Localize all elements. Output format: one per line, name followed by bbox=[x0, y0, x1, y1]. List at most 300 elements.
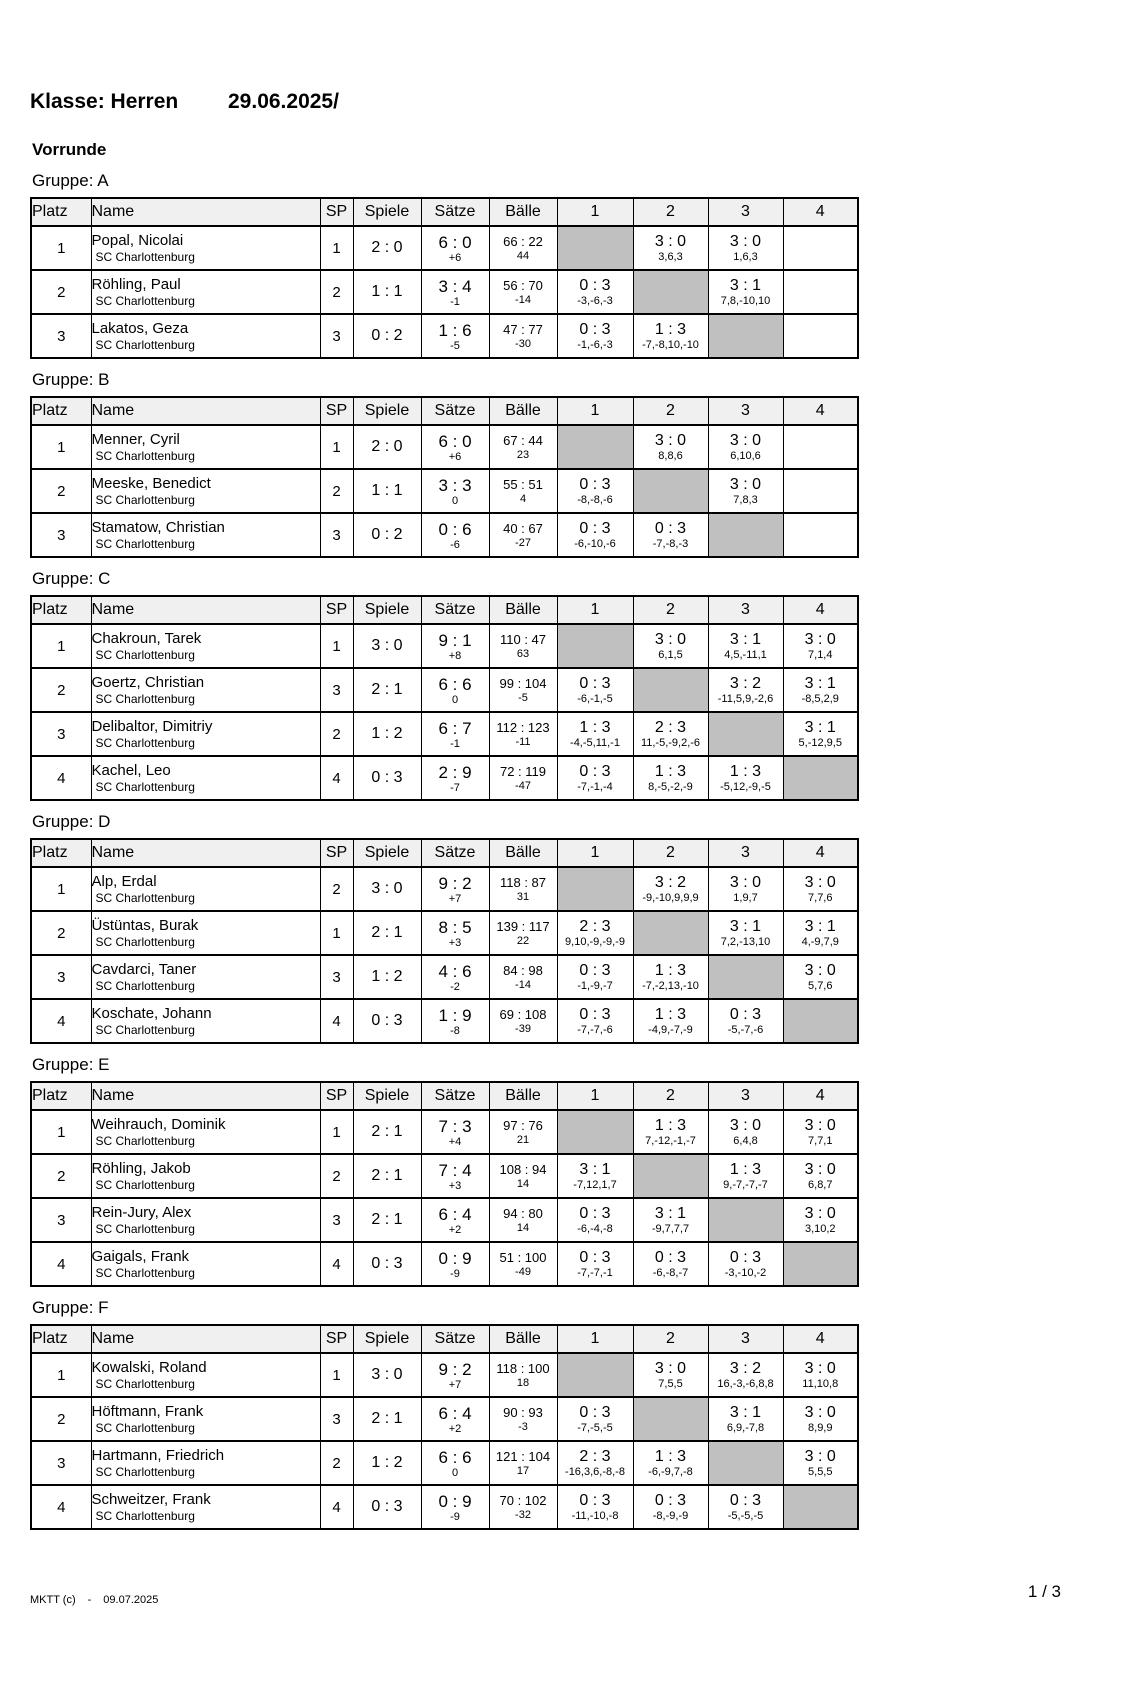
match-score: 3 : 0 bbox=[804, 1448, 836, 1465]
balls-cell bbox=[489, 712, 557, 756]
sets-diff: -7 bbox=[450, 781, 460, 794]
match-points: 8,-5,-2,-9 bbox=[648, 781, 693, 793]
match-result-cell bbox=[557, 1485, 633, 1529]
balls-cell bbox=[489, 668, 557, 712]
match-score: 0 : 3 bbox=[729, 1249, 762, 1266]
games-cell: 0 : 3 bbox=[353, 1485, 421, 1529]
balls-cell bbox=[489, 1441, 557, 1485]
balls-diff: -11 bbox=[515, 736, 531, 748]
column-header: Spiele bbox=[353, 397, 421, 425]
diagonal-cell bbox=[557, 425, 633, 469]
games-cell: 2 : 1 bbox=[353, 1154, 421, 1198]
footer-app-name: MKTT (c) bbox=[30, 1594, 76, 1606]
match-points: -4,9,-7,-9 bbox=[648, 1024, 693, 1036]
sets-cell bbox=[421, 1353, 489, 1397]
match-result-cell bbox=[708, 270, 783, 314]
player-club: SC Charlottenburg bbox=[95, 449, 195, 463]
sp-cell: 3 bbox=[320, 314, 353, 358]
table-row bbox=[31, 911, 858, 955]
group-table bbox=[30, 1324, 859, 1530]
sets-score: 6 : 4 bbox=[438, 1204, 472, 1224]
balls-diff: 4 bbox=[519, 493, 527, 505]
games-cell: 0 : 2 bbox=[353, 513, 421, 557]
rank-cell: 1 bbox=[31, 867, 91, 911]
match-points: 7,7,1 bbox=[808, 1135, 833, 1147]
match-score: 3 : 0 bbox=[804, 631, 836, 648]
table-row bbox=[31, 425, 858, 469]
match-score: 3 : 0 bbox=[654, 1360, 687, 1377]
match-result-cell bbox=[633, 513, 708, 557]
player-club: SC Charlottenburg bbox=[95, 1509, 195, 1523]
match-result-cell bbox=[633, 1110, 708, 1154]
diagonal-cell bbox=[783, 1485, 858, 1529]
balls-score: 55 : 51 bbox=[503, 477, 543, 492]
group-label: Gruppe: C bbox=[32, 569, 111, 588]
match-result-cell bbox=[557, 1397, 633, 1441]
column-header: 3 bbox=[708, 1082, 783, 1110]
match-result-cell bbox=[557, 469, 633, 513]
column-header: 3 bbox=[708, 1325, 783, 1353]
games-cell: 0 : 3 bbox=[353, 999, 421, 1043]
column-header: 4 bbox=[783, 198, 858, 226]
balls-score: 139 : 117 bbox=[496, 919, 550, 934]
sets-score: 6 : 6 bbox=[438, 1447, 472, 1467]
player-club: SC Charlottenburg bbox=[95, 338, 195, 352]
column-header: SP bbox=[320, 596, 353, 624]
sets-cell bbox=[421, 226, 489, 270]
match-result-cell bbox=[783, 1198, 858, 1242]
player-cell bbox=[91, 911, 320, 955]
column-header: Bälle bbox=[489, 596, 557, 624]
match-points: -7,12,1,7 bbox=[573, 1179, 617, 1191]
sets-score: 3 : 4 bbox=[438, 276, 472, 296]
match-points: -8,-8,-6 bbox=[577, 494, 613, 506]
player-club: SC Charlottenburg bbox=[95, 1134, 195, 1148]
sets-diff: +2 bbox=[448, 1223, 462, 1236]
match-score: 0 : 3 bbox=[579, 1404, 611, 1421]
balls-diff: 17 bbox=[516, 1465, 530, 1477]
column-header: 3 bbox=[708, 596, 783, 624]
column-header: 2 bbox=[633, 1325, 708, 1353]
player-club: SC Charlottenburg bbox=[95, 1421, 195, 1435]
match-result-cell bbox=[557, 712, 633, 756]
footer-left bbox=[30, 1594, 170, 1606]
table-row bbox=[31, 270, 858, 314]
rank-cell: 2 bbox=[31, 1154, 91, 1198]
player-cell bbox=[91, 1110, 320, 1154]
match-points: 6,9,-7,8 bbox=[726, 1422, 765, 1434]
table-row bbox=[31, 712, 858, 756]
games-cell: 2 : 0 bbox=[353, 425, 421, 469]
games-cell: 3 : 0 bbox=[353, 867, 421, 911]
balls-cell bbox=[489, 1397, 557, 1441]
balls-cell bbox=[489, 867, 557, 911]
player-name: Alp, Erdal bbox=[91, 873, 157, 890]
match-score: 1 : 3 bbox=[579, 719, 611, 736]
games-cell: 1 : 2 bbox=[353, 712, 421, 756]
match-result-cell bbox=[557, 1154, 633, 1198]
diagonal-cell bbox=[557, 1353, 633, 1397]
match-result-cell bbox=[633, 1242, 708, 1286]
player-cell bbox=[91, 314, 320, 358]
match-result-cell bbox=[633, 226, 708, 270]
group-label: Gruppe: D bbox=[32, 812, 111, 831]
balls-score: 56 : 70 bbox=[503, 278, 543, 293]
balls-cell bbox=[489, 270, 557, 314]
rank-cell: 3 bbox=[31, 513, 91, 557]
match-points: 11,10,8 bbox=[802, 1378, 839, 1390]
match-score: 3 : 1 bbox=[729, 1404, 762, 1421]
table-header-row bbox=[31, 839, 858, 867]
match-result-cell bbox=[633, 756, 708, 800]
rank-cell: 2 bbox=[31, 668, 91, 712]
match-result-cell bbox=[557, 756, 633, 800]
balls-score: 108 : 94 bbox=[499, 1162, 547, 1177]
balls-score: 99 : 104 bbox=[499, 676, 547, 691]
table-row bbox=[31, 1110, 858, 1154]
match-result-cell bbox=[708, 469, 783, 513]
sets-diff: -2 bbox=[450, 980, 460, 993]
group-section bbox=[30, 1298, 862, 1530]
rank-cell: 1 bbox=[31, 1110, 91, 1154]
empty-result-cell bbox=[783, 270, 858, 314]
player-cell bbox=[91, 270, 320, 314]
sets-cell bbox=[421, 668, 489, 712]
rank-cell: 3 bbox=[31, 712, 91, 756]
match-result-cell bbox=[633, 867, 708, 911]
balls-score: 67 : 44 bbox=[503, 433, 543, 448]
match-points: 4,-9,7,9 bbox=[801, 936, 839, 948]
match-points: 7,-12,-1,-7 bbox=[645, 1135, 696, 1147]
match-score: 0 : 3 bbox=[579, 1205, 611, 1222]
match-points: -6,-10,-6 bbox=[574, 538, 616, 550]
sets-score: 1 : 6 bbox=[438, 320, 472, 340]
balls-score: 47 : 77 bbox=[503, 322, 543, 337]
sp-cell: 1 bbox=[320, 1353, 353, 1397]
column-header: SP bbox=[320, 839, 353, 867]
games-cell: 0 : 3 bbox=[353, 756, 421, 800]
sp-cell: 1 bbox=[320, 911, 353, 955]
column-header: 1 bbox=[557, 397, 633, 425]
match-score: 0 : 3 bbox=[654, 1492, 687, 1509]
table-row bbox=[31, 1154, 858, 1198]
sets-score: 2 : 9 bbox=[438, 762, 472, 782]
match-points: -6,-8,-7 bbox=[652, 1267, 689, 1279]
match-points: -11,-10,-8 bbox=[571, 1510, 619, 1522]
group-section bbox=[30, 1055, 862, 1287]
match-score: 3 : 1 bbox=[654, 1205, 687, 1222]
rank-cell: 3 bbox=[31, 1198, 91, 1242]
match-points: 6,4,8 bbox=[733, 1135, 758, 1147]
player-name: Koschate, Johann bbox=[91, 1005, 212, 1022]
sp-cell: 2 bbox=[320, 270, 353, 314]
player-club: SC Charlottenburg bbox=[95, 648, 195, 662]
table-row bbox=[31, 867, 858, 911]
diagonal-cell bbox=[633, 469, 708, 513]
match-score: 3 : 1 bbox=[729, 631, 762, 648]
group-table bbox=[30, 197, 859, 359]
column-header: 2 bbox=[633, 198, 708, 226]
balls-score: 94 : 80 bbox=[503, 1206, 543, 1221]
column-header: Bälle bbox=[489, 397, 557, 425]
rank-cell: 1 bbox=[31, 624, 91, 668]
table-header-row bbox=[31, 397, 858, 425]
sets-score: 6 : 0 bbox=[438, 431, 472, 451]
table-row bbox=[31, 999, 858, 1043]
match-score: 1 : 3 bbox=[729, 763, 762, 780]
match-result-cell bbox=[783, 867, 858, 911]
player-club: SC Charlottenburg bbox=[95, 1377, 195, 1391]
balls-score: 70 : 102 bbox=[499, 1493, 547, 1508]
column-header: 3 bbox=[708, 397, 783, 425]
diagonal-cell bbox=[783, 756, 858, 800]
balls-diff: 14 bbox=[516, 1178, 530, 1190]
sets-diff: +2 bbox=[448, 1422, 462, 1435]
table-header-row bbox=[31, 596, 858, 624]
match-result-cell bbox=[708, 1485, 783, 1529]
column-header: Bälle bbox=[489, 1082, 557, 1110]
sp-cell: 1 bbox=[320, 1110, 353, 1154]
match-points: -7,-5,-5 bbox=[577, 1422, 613, 1434]
balls-cell bbox=[489, 1353, 557, 1397]
sets-score: 6 : 4 bbox=[438, 1403, 472, 1423]
match-points: -5,12,-9,-5 bbox=[720, 781, 771, 793]
sets-cell bbox=[421, 1154, 489, 1198]
column-header: 1 bbox=[557, 596, 633, 624]
balls-diff: -49 bbox=[515, 1266, 531, 1278]
match-points: -6,-1,-5 bbox=[577, 693, 613, 705]
match-result-cell bbox=[557, 270, 633, 314]
player-club: SC Charlottenburg bbox=[95, 493, 195, 507]
balls-diff: -39 bbox=[515, 1023, 531, 1035]
match-result-cell bbox=[557, 668, 633, 712]
match-points: -7,-1,-4 bbox=[577, 781, 613, 793]
balls-cell bbox=[489, 955, 557, 999]
match-score: 2 : 3 bbox=[654, 719, 687, 736]
column-header: 1 bbox=[557, 198, 633, 226]
table-header-row bbox=[31, 198, 858, 226]
sets-cell bbox=[421, 911, 489, 955]
sets-score: 6 : 7 bbox=[438, 718, 472, 738]
match-result-cell bbox=[708, 1154, 783, 1198]
match-score: 0 : 3 bbox=[579, 1492, 611, 1509]
match-result-cell bbox=[783, 624, 858, 668]
column-header: 1 bbox=[557, 1082, 633, 1110]
group-section bbox=[30, 812, 862, 1044]
sp-cell: 3 bbox=[320, 1198, 353, 1242]
table-row bbox=[31, 756, 858, 800]
player-name: Röhling, Paul bbox=[91, 276, 181, 293]
empty-result-cell bbox=[783, 469, 858, 513]
diagonal-cell bbox=[708, 513, 783, 557]
match-score: 3 : 1 bbox=[729, 918, 762, 935]
balls-score: 118 : 87 bbox=[499, 875, 547, 890]
games-cell: 3 : 0 bbox=[353, 624, 421, 668]
table-row bbox=[31, 955, 858, 999]
column-header: Bälle bbox=[489, 839, 557, 867]
sp-cell: 4 bbox=[320, 999, 353, 1043]
sp-cell: 3 bbox=[320, 513, 353, 557]
player-name: Kachel, Leo bbox=[91, 762, 171, 779]
match-points: 8,8,6 bbox=[658, 450, 683, 462]
match-score: 3 : 0 bbox=[804, 1117, 836, 1134]
column-header: Sätze bbox=[421, 1325, 489, 1353]
sets-diff: 0 bbox=[451, 494, 459, 507]
match-points: 1,9,7 bbox=[733, 892, 758, 904]
balls-score: 121 : 104 bbox=[495, 1449, 551, 1464]
table-row bbox=[31, 1198, 858, 1242]
match-result-cell bbox=[783, 1110, 858, 1154]
column-header: 2 bbox=[633, 839, 708, 867]
rank-cell: 4 bbox=[31, 1485, 91, 1529]
balls-diff: 14 bbox=[516, 1222, 530, 1234]
player-cell bbox=[91, 425, 320, 469]
match-score: 3 : 0 bbox=[654, 233, 687, 250]
player-cell bbox=[91, 999, 320, 1043]
table-row bbox=[31, 1485, 858, 1529]
match-points: -3,-6,-3 bbox=[577, 295, 613, 307]
column-header: 4 bbox=[783, 1082, 858, 1110]
column-header: Name bbox=[91, 596, 320, 624]
match-points: 3,6,3 bbox=[658, 251, 683, 263]
column-header: Platz bbox=[31, 198, 91, 226]
match-result-cell bbox=[557, 1441, 633, 1485]
balls-diff: -3 bbox=[518, 1421, 528, 1433]
column-header: Name bbox=[91, 1325, 320, 1353]
match-points: 8,9,9 bbox=[808, 1422, 833, 1434]
match-score: 0 : 3 bbox=[579, 277, 611, 294]
table-row bbox=[31, 469, 858, 513]
column-header: 1 bbox=[557, 839, 633, 867]
player-club: SC Charlottenburg bbox=[95, 1023, 195, 1037]
rank-cell: 2 bbox=[31, 469, 91, 513]
match-score: 3 : 2 bbox=[654, 874, 687, 891]
games-cell: 2 : 1 bbox=[353, 1110, 421, 1154]
match-points: 9,-7,-7,-7 bbox=[723, 1179, 768, 1191]
sets-diff: +8 bbox=[448, 649, 462, 662]
match-score: 3 : 0 bbox=[654, 631, 687, 648]
match-score: 0 : 3 bbox=[579, 520, 611, 537]
match-result-cell bbox=[708, 668, 783, 712]
diagonal-cell bbox=[633, 911, 708, 955]
balls-diff: 18 bbox=[516, 1377, 530, 1389]
rank-cell: 1 bbox=[31, 1353, 91, 1397]
player-cell bbox=[91, 867, 320, 911]
balls-diff: 21 bbox=[516, 1134, 530, 1146]
diagonal-cell bbox=[557, 226, 633, 270]
balls-diff: -30 bbox=[515, 338, 531, 350]
player-cell bbox=[91, 1397, 320, 1441]
sets-score: 9 : 2 bbox=[438, 1359, 472, 1379]
match-result-cell bbox=[633, 1353, 708, 1397]
games-cell: 2 : 1 bbox=[353, 911, 421, 955]
balls-score: 72 : 119 bbox=[499, 764, 547, 779]
column-header: 4 bbox=[783, 839, 858, 867]
sets-cell bbox=[421, 999, 489, 1043]
sp-cell: 4 bbox=[320, 1485, 353, 1529]
games-cell: 2 : 1 bbox=[353, 1397, 421, 1441]
column-header: Name bbox=[91, 839, 320, 867]
player-name: Lakatos, Geza bbox=[91, 320, 189, 337]
match-score: 0 : 3 bbox=[579, 1249, 611, 1266]
balls-cell bbox=[489, 425, 557, 469]
match-score: 3 : 2 bbox=[729, 1360, 762, 1377]
match-result-cell bbox=[557, 1198, 633, 1242]
diagonal-cell bbox=[633, 668, 708, 712]
balls-score: 40 : 67 bbox=[503, 521, 543, 536]
match-points: 7,2,-13,10 bbox=[720, 936, 771, 948]
match-points: 5,5,5 bbox=[808, 1466, 833, 1478]
balls-score: 51 : 100 bbox=[499, 1250, 547, 1265]
sets-diff: -1 bbox=[450, 295, 460, 308]
rank-cell: 1 bbox=[31, 425, 91, 469]
player-name: Rein-Jury, Alex bbox=[91, 1204, 192, 1221]
rank-cell: 2 bbox=[31, 911, 91, 955]
balls-cell bbox=[489, 756, 557, 800]
match-score: 3 : 1 bbox=[804, 918, 836, 935]
balls-diff: 23 bbox=[516, 449, 530, 461]
match-score: 0 : 3 bbox=[579, 321, 611, 338]
match-score: 0 : 3 bbox=[579, 962, 611, 979]
empty-result-cell bbox=[783, 226, 858, 270]
balls-cell bbox=[489, 1198, 557, 1242]
group-table bbox=[30, 396, 859, 558]
sp-cell: 3 bbox=[320, 1397, 353, 1441]
match-score: 3 : 0 bbox=[804, 1360, 836, 1377]
player-cell bbox=[91, 712, 320, 756]
player-club: SC Charlottenburg bbox=[95, 1178, 195, 1192]
match-points: 5,7,6 bbox=[808, 980, 833, 992]
match-points: -1,-9,-7 bbox=[577, 980, 613, 992]
sets-score: 7 : 3 bbox=[438, 1116, 472, 1136]
match-points: -7,-8,-3 bbox=[652, 538, 689, 550]
player-club: SC Charlottenburg bbox=[95, 1266, 195, 1280]
empty-result-cell bbox=[783, 513, 858, 557]
match-points: 7,7,6 bbox=[808, 892, 833, 904]
match-score: 3 : 0 bbox=[804, 962, 836, 979]
table-row bbox=[31, 668, 858, 712]
column-header: Name bbox=[91, 397, 320, 425]
match-result-cell bbox=[557, 314, 633, 358]
match-points: 6,8,7 bbox=[808, 1179, 833, 1191]
balls-score: 110 : 47 bbox=[499, 632, 547, 647]
player-club: SC Charlottenburg bbox=[95, 1222, 195, 1236]
group-table bbox=[30, 838, 859, 1044]
table-row bbox=[31, 1441, 858, 1485]
column-header: Sätze bbox=[421, 596, 489, 624]
rank-cell: 4 bbox=[31, 999, 91, 1043]
table-row bbox=[31, 1397, 858, 1441]
match-result-cell bbox=[708, 1397, 783, 1441]
match-points: 1,6,3 bbox=[733, 251, 758, 263]
sets-diff: +7 bbox=[448, 892, 462, 905]
match-score: 1 : 3 bbox=[654, 1006, 687, 1023]
column-header: Platz bbox=[31, 1082, 91, 1110]
sets-cell bbox=[421, 513, 489, 557]
match-result-cell bbox=[557, 955, 633, 999]
balls-cell bbox=[489, 999, 557, 1043]
match-points: 3,10,2 bbox=[804, 1223, 836, 1235]
column-header: Bälle bbox=[489, 1325, 557, 1353]
balls-diff: -14 bbox=[515, 979, 531, 991]
column-header: Bälle bbox=[489, 198, 557, 226]
player-cell bbox=[91, 668, 320, 712]
player-club: SC Charlottenburg bbox=[95, 935, 195, 949]
match-points: 5,-12,9,5 bbox=[798, 737, 842, 749]
diagonal-cell bbox=[557, 867, 633, 911]
sets-score: 4 : 6 bbox=[438, 961, 472, 981]
match-result-cell bbox=[708, 624, 783, 668]
